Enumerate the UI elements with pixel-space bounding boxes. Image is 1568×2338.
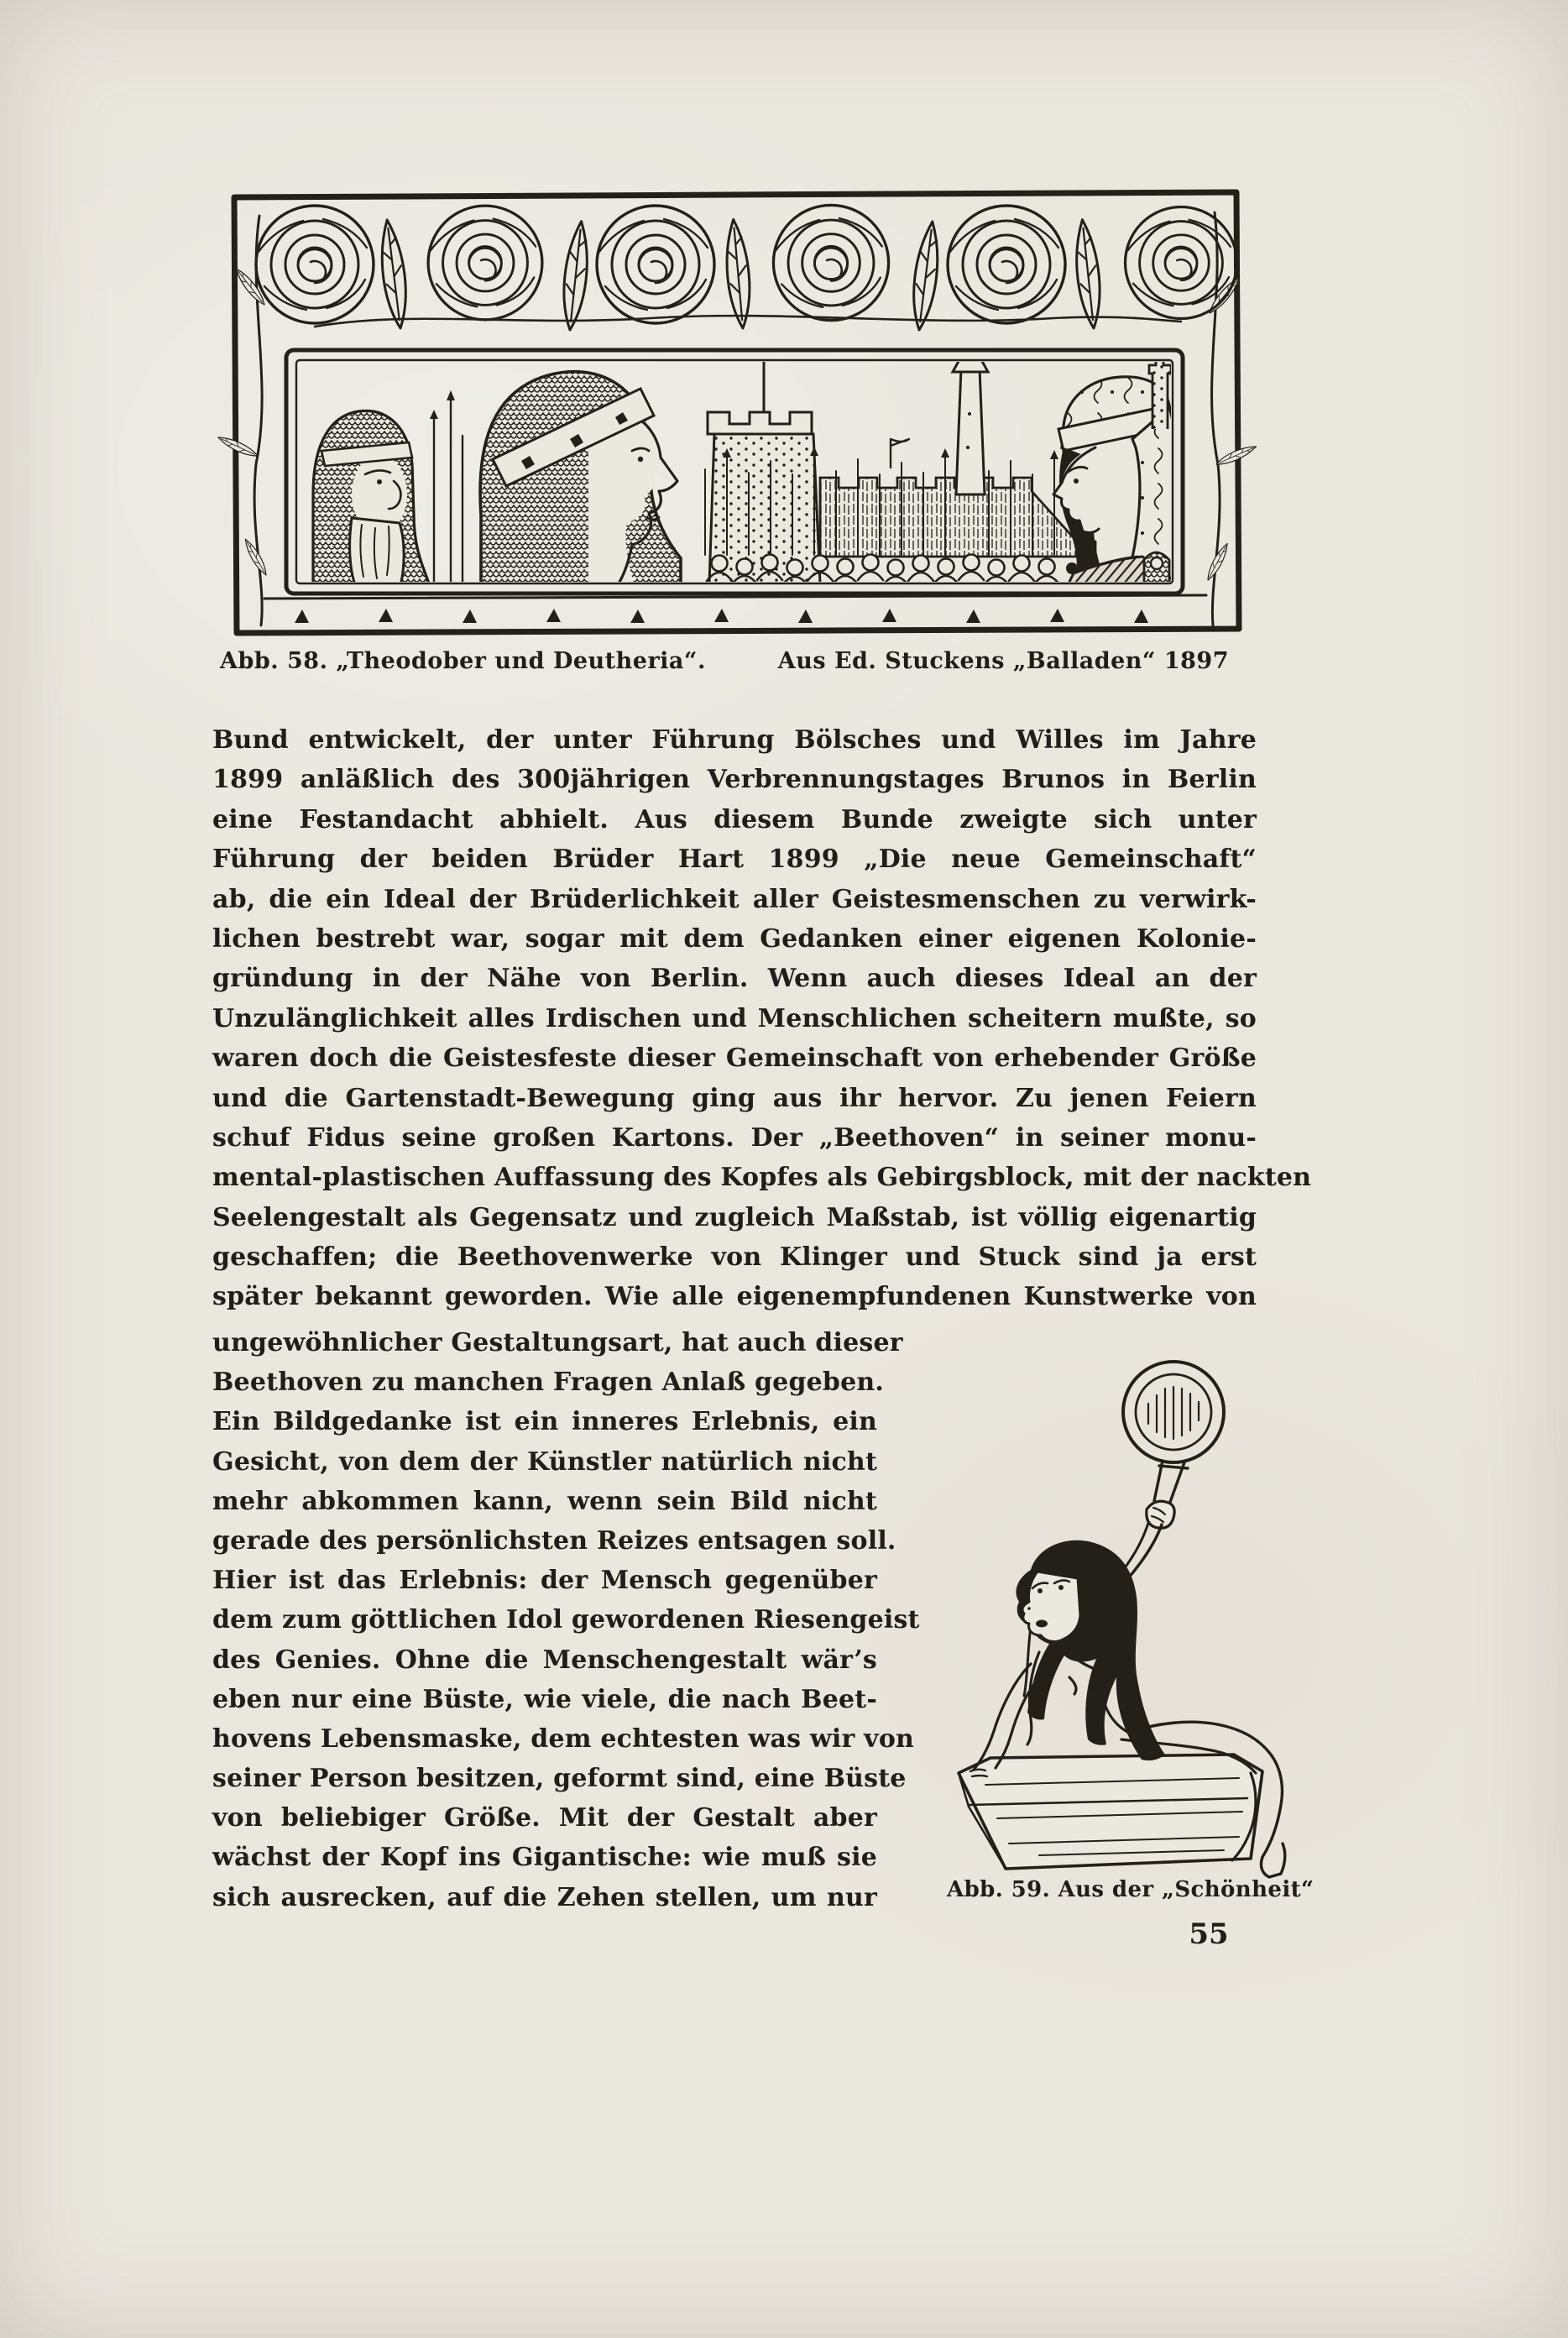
text-line: 1899 anläßlich des 300jährigen Verbrennungstages Brunos in Berlin [212,765,1257,795]
old-warrior-figure [313,411,429,592]
text-line: seiner Person besitzen, geformt sind, eine Büste [212,1764,907,1794]
text-line: und die Gartenstadt-Bewegung ging aus ihr hervor. Zu jenen Feiern [212,1083,1257,1113]
text-line: sich ausrecken, auf die Zehen stellen, um nur [212,1882,877,1912]
text-line: mental-plastischen Auffassung des Kopfes als Gebirgsblock, mit der nackten [212,1163,1312,1193]
figure-58-caption-left: Abb. 58. „Theodober und Deutheria“. [220,648,706,674]
text-line: später bekannt geworden. Wie alle eigenempfundenen Kunstwerke von [212,1282,1257,1312]
text-line: wächst der Kopf ins Gigantische: wie muß sie [212,1843,877,1873]
text-line: Ein Bildgedanke ist ein inneres Erlebnis, ein [212,1407,877,1437]
page-number: 55 [1189,1917,1229,1951]
hand-mirror [1123,1362,1224,1528]
text-line: schuf Fidus seine großen Kartons. Der „Beethoven“ in seiner monu- [212,1122,1257,1153]
text-line: eben nur eine Büste, wie viele, die nach Beet- [212,1684,877,1714]
text-line: Führung der beiden Brüder Hart 1899 „Die neue Gemeinschaft“ [212,845,1257,875]
figure-face [1022,1572,1080,1641]
text-line: ungewöhnlicher Gestaltungsart, hat auch dieser [212,1328,903,1357]
text-line: waren doch die Geistesfeste dieser Gemeinschaft von erhebender Größe [212,1043,1257,1074]
text-line: Bund entwickelt, der unter Führung Bölsches und Willes im Jahre [212,725,1257,755]
text-line: von beliebiger Größe. Mit der Gestalt aber [212,1803,877,1833]
figure-58-illustration [214,162,1257,647]
castle-wall [820,318,1090,557]
text-line: Beethoven zu manchen Fragen Anlaß gegeben. [212,1368,885,1398]
text-line: dem zum göttlichen Idol gewordenen Riesengeist [212,1605,920,1635]
text-line: gerade des persönlichsten Reizes entsagen soll. [212,1525,896,1556]
text-line: gründung in der Nähe von Berlin. Wenn auch dieses Ideal an der [212,964,1257,994]
text-line: des Genies. Ohne die Menschengestalt wär’s [212,1645,877,1675]
text-line: ab, die ein Ideal der Brüderlichkeit aller Geistesmenschen zu verwirk- [212,884,1257,914]
text-line: Hier ist das Erlebnis: der Mensch gegenüber [212,1566,877,1596]
nude-with-mirror-drawing [905,1301,1301,1882]
woodcut-knights-and-queen [214,162,1257,647]
text-line: Gesicht, von dem der Künstler natürlich nicht [212,1446,877,1477]
body-text-column [212,1323,920,1917]
body-text-full-width [212,720,1312,1317]
figure-59-illustration [905,1301,1301,1882]
rose-garland [256,205,1237,331]
figure-58-caption [220,648,1229,688]
stone-slab [959,1755,1262,1869]
text-line: geschaffen; die Beethovenwerke von Klinger und Stuck sind ja erst [212,1242,1257,1273]
text-line: lichen bestrebt war, sogar mit dem Gedanken einer eigenen Kolonie- [212,923,1257,954]
figure-59-caption: Abb. 59. Aus der „Schönheit“ [947,1877,1315,1902]
figure-58-caption-right: Aus Ed. Stuckens „Balladen“ 1897 [777,648,1229,674]
text-line: eine Festandacht abhielt. Aus diesem Bunde zweigte sich unter [212,804,1257,834]
king-figure [480,372,681,583]
text-line: mehr abkommen kann, wenn sein Bild nicht [212,1486,877,1516]
text-line: hovens Lebensmaske, dem echtesten was wir von [212,1723,915,1754]
text-line: Seelengestalt als Gegensatz und zugleich Maßstab, ist völlig eigenartig [212,1202,1257,1232]
text-line: Unzulänglichkeit alles Irdischen und Menschlichen scheitern mußte, so [212,1003,1257,1033]
